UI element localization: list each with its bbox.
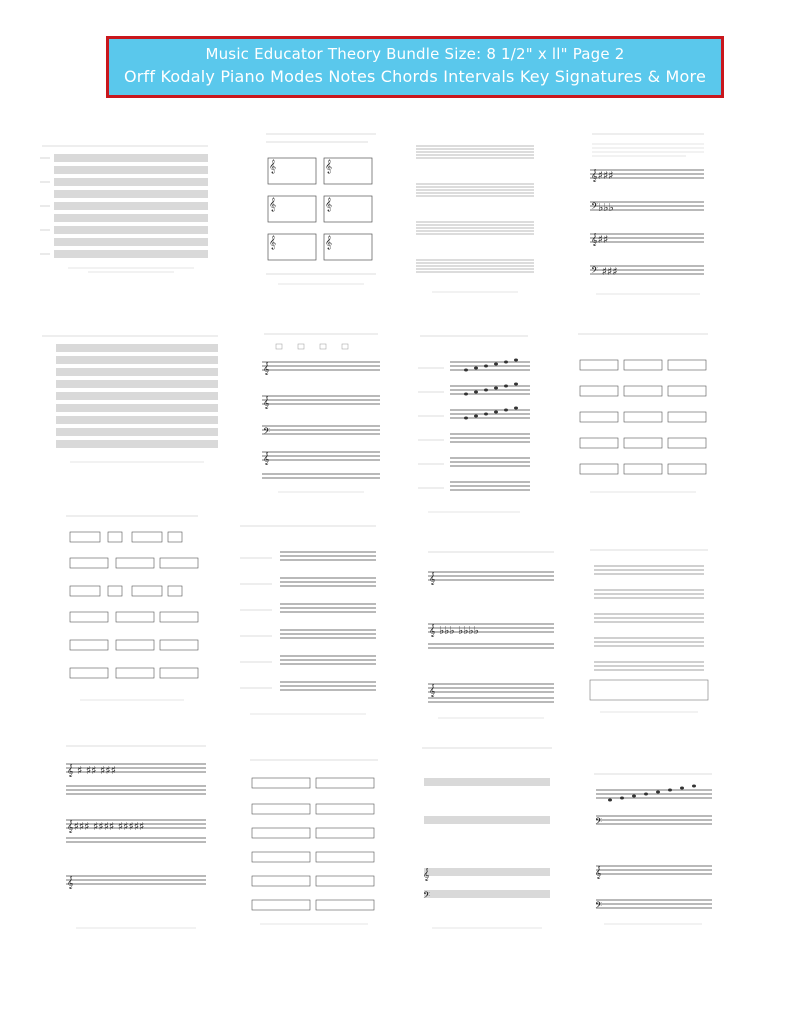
sheet-keyboard-name-grid [246,756,382,932]
svg-text:𝄞: 𝄞 [325,235,333,249]
sheet-keyboard-name-grid-graphic [246,756,382,932]
sheet-scale-types [258,330,384,498]
sheet-chord-progression [258,128,384,294]
sheet-name-the-keyboard-graphic [62,512,202,708]
title-banner [106,36,724,98]
svg-text:𝄞: 𝄞 [429,572,436,585]
svg-text:𝄞: 𝄞 [269,235,277,249]
svg-text:𝄞: 𝄞 [263,362,270,375]
sheet-key-signatures-sharps-graphic [62,742,210,934]
sheet-blank-staff-lines-1 [28,140,216,280]
sheet-key-signatures-sharps [62,742,210,934]
sheet-scale-types-graphic [258,330,384,498]
banner-line-2: Orff Kodaly Piano Modes Notes Chords Intervals Key Signatures & More [123,67,707,86]
sheet-key-signatures-flats-graphic [424,548,558,724]
sheet-blank-staff-1-graphic [412,138,538,298]
svg-text:𝄞: 𝄞 [263,452,270,465]
sheet-blank-staff-lines-1-graphic [28,140,216,280]
svg-text:𝄞: 𝄞 [429,684,436,697]
sheet-name-the-notes-grid [586,546,712,716]
sheet-name-chords [574,330,712,498]
sheet-name-the-notes-grid-graphic [586,546,712,716]
sheet-modes-drawing [236,522,380,722]
svg-text:𝄞♯♯♯: 𝄞♯♯♯ [591,169,614,182]
sheet-modes-drawing-graphic [236,522,380,722]
sheet-blank-staff-1 [412,138,538,298]
sheet-key-signatures-flats [424,548,558,724]
svg-text:𝄢 ♯♯♯: 𝄢 ♯♯♯ [591,265,618,278]
svg-text:𝄢: 𝄢 [595,900,603,913]
sheet-blank-staff-lines-2 [34,330,224,470]
svg-text:𝄢: 𝄢 [595,816,603,829]
sheet-name-the-modes-graphic [416,332,532,520]
sheet-name-the-modes [416,332,532,520]
svg-text:𝄞: 𝄞 [595,866,602,879]
sheet-chord-progression-graphic [258,128,384,294]
sheet-notes-intervals-chords-graphic [418,744,556,936]
sheet-key-signatures-activity [586,130,710,300]
svg-text:𝄞: 𝄞 [269,159,277,173]
svg-text:𝄞: 𝄞 [325,159,333,173]
svg-text:𝄞♯♯♯ ♯♯♯♯ ♯♯♯♯♯: 𝄞♯♯♯ ♯♯♯♯ ♯♯♯♯♯ [67,820,145,833]
svg-text:𝄞: 𝄞 [263,396,270,409]
svg-text:𝄞: 𝄞 [269,197,277,211]
svg-text:𝄢: 𝄢 [423,890,431,903]
sheet-notes-grand-staff-graphic [590,770,716,930]
sheet-key-signatures-activity-graphic [586,130,710,300]
sheet-name-the-keyboard [62,512,202,708]
svg-text:𝄞 ♭♭♭ ♭♭♭♭: 𝄞 ♭♭♭ ♭♭♭♭ [429,624,479,637]
svg-text:𝄞 ♯ ♯♯ ♯♯♯: 𝄞 ♯ ♯♯ ♯♯♯ [67,764,116,777]
svg-text:𝄢: 𝄢 [263,426,271,439]
sheet-name-chords-graphic [574,330,712,498]
svg-text:𝄢♭♭♭: 𝄢♭♭♭ [591,201,614,214]
svg-text:𝄞: 𝄞 [423,868,430,881]
banner-line-1: Music Educator Theory Bundle Size: 8 1/2" x ll" Page 2 [205,45,625,63]
svg-text:𝄞: 𝄞 [67,876,74,889]
sheet-blank-staff-lines-2-graphic [34,330,224,470]
sheet-notes-intervals-chords [418,744,556,936]
svg-text:𝄞♯♯: 𝄞♯♯ [591,233,609,246]
svg-text:𝄞: 𝄞 [325,197,333,211]
sheet-notes-grand-staff [590,770,716,930]
